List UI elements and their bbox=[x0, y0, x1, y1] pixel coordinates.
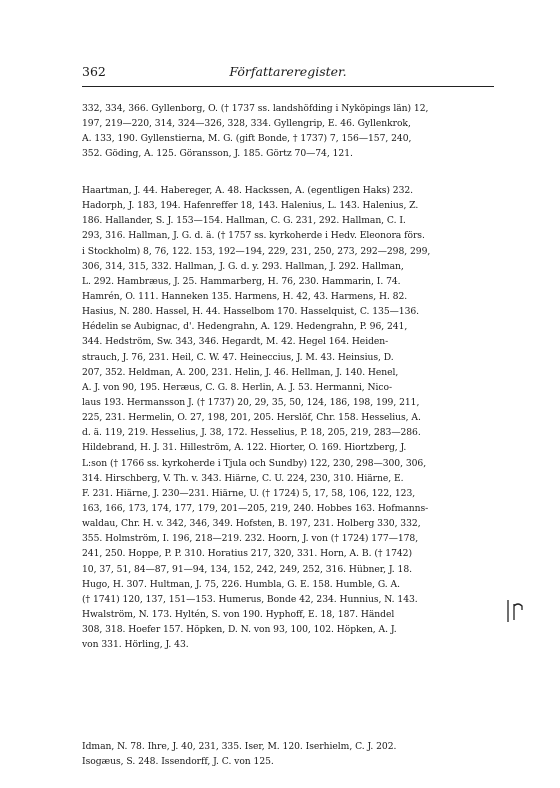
running-title: Författareregister. bbox=[229, 64, 347, 79]
index-line: strauch, J. 76, 231. Heil, C. W. 47. Heineccius, J. M. 43. Heinsius, D. bbox=[82, 351, 394, 363]
index-line: 308, 318. Hoefer 157. Höpken, D. N. von 93, 100, 102. Höpken, A. J. bbox=[82, 624, 397, 636]
index-line: 352. Göding, A. 125. Göransson, J. 185. Görtz 70—74, 121. bbox=[82, 148, 353, 160]
index-line: 306, 314, 315, 332. Hallman, J. G. d. y. 293. Hallman, J. 292. Hallman, bbox=[82, 260, 404, 272]
index-line: L:son († 1766 ss. kyrkoherde i Tjula och Sundby) 122, 230, 298—300, 306, bbox=[82, 457, 427, 469]
index-section-i bbox=[82, 739, 494, 769]
index-line: 10, 37, 51, 84—87, 91—94, 134, 152, 242, 249, 252, 316. Hübner, J. 18. bbox=[82, 563, 412, 575]
index-line: 163, 166, 173, 174, 177, 179, 201—205, 219, 240. Hobbes 163. Hofmanns- bbox=[82, 502, 429, 514]
index-line: Isogæus, S. 248. Issendorff, J. C. von 125. bbox=[82, 756, 274, 768]
index-line: 314. Hirschberg, V. Th. v. 343. Hiärne, C. U. 224, 230, 310. Hiärne, E. bbox=[82, 472, 404, 484]
header-rule bbox=[82, 86, 494, 87]
index-line: von 331. Hörling, J. 43. bbox=[82, 639, 189, 651]
index-line: Hwalström, N. 173. Hyltén, S. von 190. Hyphoff, E. 18, 187. Händel bbox=[82, 608, 395, 620]
index-line: Hugo, H. 307. Hultman, J. 75, 226. Humbla, G. E. 158. Humble, G. A. bbox=[82, 578, 400, 590]
index-line: 186. Hallander, S. J. 153—154. Hallman, C. G. 231, 292. Hallman, C. I. bbox=[82, 215, 406, 227]
handwritten-margin-mark bbox=[506, 598, 526, 624]
index-line: waldau, Chr. H. v. 342, 346, 349. Hofsten, B. 197, 231. Holberg 330, 332, bbox=[82, 518, 421, 530]
index-line: A. 133, 190. Gyllenstierna, M. G. (gift Bonde, † 1737) 7, 156—157, 240, bbox=[82, 133, 412, 145]
index-line: 344. Hedström, Sw. 343, 346. Hegardt, M. 42. Hegel 164. Heiden- bbox=[82, 336, 389, 348]
index-line: Hasius, N. 280. Hassel, H. 44. Hasselbom 170. Hasselquist, C. 135—136. bbox=[82, 306, 420, 318]
index-line: 355. Holmström, I. 196, 218—219. 232. Hoorn, J. von († 1724) 177—178, bbox=[82, 533, 419, 545]
page-number: 362 bbox=[82, 64, 106, 79]
index-line: 197, 219—220, 314, 324—326, 328, 334. Gyllengrip, E. 46. Gyllenkrok, bbox=[82, 118, 411, 130]
index-line: Hédelin se Aubignac, d'. Hedengrahn, A. 129. Hedengrahn, P. 96, 241, bbox=[82, 321, 408, 333]
index-line: († 1741) 120, 137, 151—153. Humerus, Bonde 42, 234. Hunnius, N. 143. bbox=[82, 593, 418, 605]
index-line: 207, 352. Heldman, A. 200, 231. Helin, J. 46. Hellman, J. 140. Henel, bbox=[82, 366, 399, 378]
index-line: i Stockholm) 8, 76, 122. 153, 192—194, 229, 231, 250, 273, 292—298, 299, bbox=[82, 245, 431, 257]
index-line: 332, 334, 366. Gyllenborg, O. († 1737 ss. landshöfding i Nyköpings län) 12, bbox=[82, 103, 429, 114]
page-header bbox=[82, 64, 494, 82]
index-line: F. 231. Hiärne, J. 230—231. Hiärne, U. († 1724) 5, 17, 58, 106, 122, 123, bbox=[82, 487, 416, 499]
index-section-h bbox=[82, 183, 494, 652]
index-line: Hadorph, J. 183, 194. Hafenreffer 18, 143. Halenius, L. 143. Halenius, Z. bbox=[82, 200, 419, 212]
index-line: Hildebrand, H. J. 31. Hilleström, A. 122. Hiorter, O. 169. Hiortzberg, J. bbox=[82, 442, 407, 454]
index-line: 241, 250. Hoppe, P. P. 310. Horatius 217, 320, 331. Horn, A. B. († 1742) bbox=[82, 548, 412, 560]
index-line: L. 292. Hambræus, J. 25. Hammarberg, H. 76, 230. Hammarin, I. 74. bbox=[82, 275, 401, 287]
index-line: Idman, N. 78. Ihre, J. 40, 231, 335. Iser, M. 120. Iserhielm, C. J. 202. bbox=[82, 741, 397, 752]
index-line: Hamrén, O. 111. Hanneken 135. Harmens, H. 42, 43. Harmens, H. 82. bbox=[82, 290, 408, 302]
index-line: d. ä. 119, 219. Hesselius, J. 38, 172. Hesselius, P. 18, 205, 219, 283—286. bbox=[82, 427, 421, 439]
index-line: laus 193. Hermansson J. († 1737) 20, 29, 35, 50, 124, 186, 198, 199, 211, bbox=[82, 396, 420, 408]
index-line: 293, 316. Hallman, J. G. d. ä. († 1757 ss. kyrkoherde i Hedv. Eleonora förs. bbox=[82, 230, 425, 242]
index-line: Haartman, J. 44. Habereger, A. 48. Hackssen, A. (egentligen Haks) 232. bbox=[82, 185, 414, 196]
index-section-g-continued bbox=[82, 101, 494, 162]
index-line: 225, 231. Hermelin, O. 27, 198, 201, 205. Herslöf, Chr. 158. Hesselius, A. bbox=[82, 412, 421, 424]
index-line: A. J. von 90, 195. Heræus, C. G. 8. Herlin, A. J. 53. Hermanni, Nico- bbox=[82, 381, 393, 393]
